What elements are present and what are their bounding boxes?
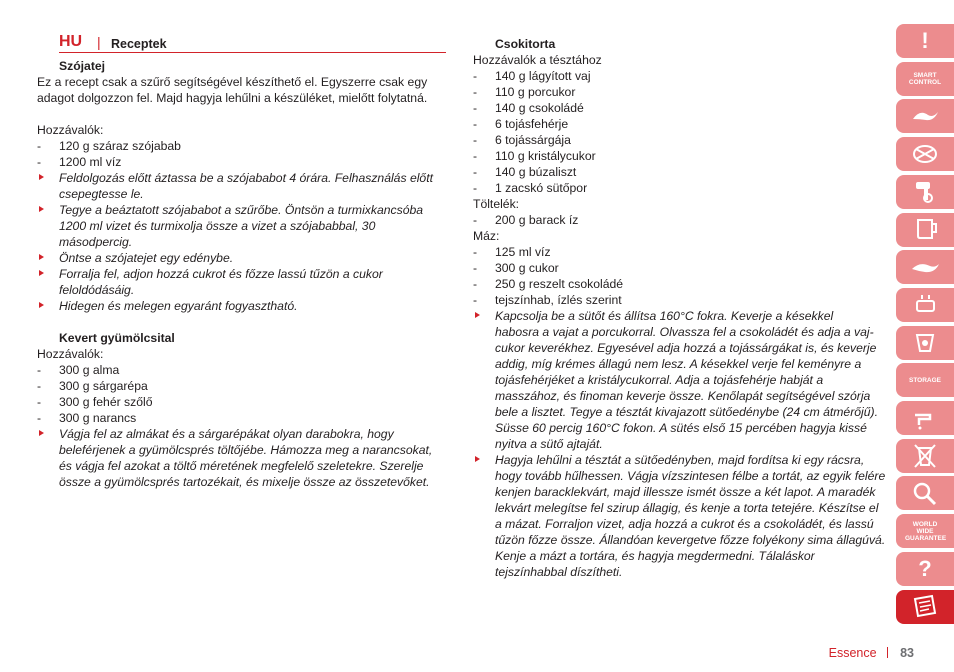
warning-tab[interactable]: [896, 24, 954, 58]
step-line: addig, míg krémes állagú nem lesz. A késekkel verje fel keményre a: [495, 357, 862, 371]
triangle-bullet-icon: [39, 206, 44, 212]
dash-bullet: -: [37, 395, 42, 409]
ingredient-text: 120 g száraz szójabab: [59, 139, 181, 153]
dash-bullet: -: [37, 139, 42, 153]
dash-bullet: -: [473, 293, 478, 307]
dash-bullet: -: [473, 85, 478, 99]
triangle-bullet-icon: [39, 270, 44, 276]
ingredient-item: [37, 362, 447, 378]
juicer-tab[interactable]: [896, 326, 954, 360]
dash-bullet: -: [473, 165, 478, 179]
ingredient-text: 140 g lágyított vaj: [495, 69, 591, 83]
dash-bullet: -: [473, 149, 478, 163]
jug-tab[interactable]: [896, 213, 954, 247]
ingredient-text: 300 g fehér szőlő: [59, 395, 153, 409]
step-line: össze a gyümölcsprés tartozékait, és mixelje össze az összetevőket.: [59, 475, 430, 489]
step-line: hogy tovább hűlhessen. Vágja vízszintesen félbe a tortát, az egyik felére: [495, 469, 886, 483]
ingredient-item: [473, 84, 885, 100]
help-label: ?: [918, 555, 932, 581]
filling-label: Töltelék:: [473, 197, 520, 211]
header-separator: |: [97, 34, 101, 50]
smart-control-tab[interactable]: [896, 62, 954, 96]
disposal-tab[interactable]: [896, 439, 954, 473]
smart-control-label: SMART CONTROL: [908, 71, 942, 86]
page-footer: [829, 645, 914, 661]
ingredient-text: 250 g reszelt csokoládé: [495, 277, 624, 291]
step-line: Hidegen és melegen egyaránt fogyasztható.: [59, 299, 298, 313]
jug-icon: [910, 216, 940, 243]
dash-bullet: -: [37, 411, 42, 425]
dash-bullet: -: [473, 117, 478, 131]
instruction-step: [37, 202, 447, 250]
ingredients-label: Hozzávalók:: [37, 123, 104, 137]
help-tab[interactable]: [896, 552, 954, 586]
instruction-step: [37, 298, 447, 314]
instruction-step: [37, 170, 447, 202]
spacer: [37, 314, 447, 330]
mixer-tab[interactable]: [896, 175, 954, 209]
mixer-icon: [910, 178, 940, 205]
language-code: HU: [59, 33, 83, 50]
ingredient-item: [473, 164, 885, 180]
dash-bullet: -: [473, 181, 478, 195]
page-number: 83: [900, 646, 914, 660]
step-line: habosra a vajat a porcukorral. Olvassza fel a csokoládét és adja a vaj-: [495, 325, 874, 339]
ingredient-text: 1200 ml víz: [59, 155, 122, 169]
dash-bullet: -: [473, 213, 478, 227]
ingredient-item: [473, 260, 885, 276]
blade-tab[interactable]: [896, 99, 954, 133]
ingredient-item: [37, 154, 447, 170]
step-line: Kapcsolja be a sütőt és állítsa 160°C fokra. Keverje a késekkel: [495, 309, 834, 323]
step-line: Feldolgozás előtt áztassa be a szójababot 4 órára. Felhasználás előtt: [59, 171, 433, 185]
dash-bullet: -: [473, 277, 478, 291]
step-line: masszához, és finoman keverje össze. Kenőlapát segítségével szórja: [495, 389, 871, 403]
spacer: [37, 106, 447, 122]
ingredient-item: [473, 148, 885, 164]
dash-bullet: -: [37, 155, 42, 169]
footer-divider: [887, 647, 889, 658]
ingredient-text: 140 g csokoládé: [495, 101, 584, 115]
instruction-step: [37, 266, 447, 298]
whisk-icon: [910, 141, 940, 168]
ingredient-text: 6 tojásfehérje: [495, 117, 569, 131]
ingredient-item: [473, 180, 885, 196]
brand-name: Essence: [828, 646, 877, 660]
ingredient-item: [473, 100, 885, 116]
triangle-bullet-icon: [475, 312, 480, 318]
ingredient-text: 1 zacskó sütőpor: [495, 181, 588, 195]
knife-tab[interactable]: [896, 250, 954, 284]
recipe-title: Csokitorta: [495, 37, 556, 51]
step-line: másodpercig.: [59, 235, 133, 249]
dash-bullet: -: [473, 245, 478, 259]
ingredient-item: [37, 410, 447, 426]
step-line: Hagyja lehűlni a tésztát a sütőedényben, majd fordítsa ki egy rácsra,: [495, 453, 865, 467]
guarantee-label: WORLD WIDE GUARANTEE: [905, 520, 947, 542]
dash-bullet: -: [473, 133, 478, 147]
intro-line: adagot dolgozzon fel. Majd hagyja lehűlni a készüléket, mielőtt folytatná.: [37, 91, 428, 105]
ingredient-item: [473, 292, 885, 308]
step-line: és vágja fel azokat a töltő méretének megfelelő szeletekre. Szerelje: [59, 459, 424, 473]
dash-bullet: -: [473, 101, 478, 115]
instruction-step: [473, 308, 885, 452]
cleaning-tab[interactable]: [896, 401, 954, 435]
guarantee-tab[interactable]: [896, 514, 954, 548]
blade-icon: [910, 103, 940, 130]
disposal-icon: [910, 442, 940, 469]
step-line: nyitva a sütő ajtaját.: [495, 437, 603, 451]
ingredient-text: 110 g porcukor: [495, 85, 576, 99]
ingredient-item: [473, 212, 885, 228]
recipes-tab[interactable]: [896, 590, 954, 624]
troubleshooting-icon: [910, 480, 940, 507]
ingredient-item: [473, 276, 885, 292]
steam-icon: [910, 291, 940, 318]
warning-label: !: [921, 28, 929, 53]
ingredient-text: tejszínhab, ízlés szerint: [495, 293, 622, 307]
instruction-step: [37, 250, 447, 266]
ingredient-item: [37, 378, 447, 394]
dash-bullet: -: [473, 261, 478, 275]
instruction-step: [37, 426, 447, 490]
whisk-tab[interactable]: [896, 137, 954, 171]
ingredient-text: 300 g narancs: [59, 411, 137, 425]
step-line: csepegtesse le.: [59, 187, 144, 201]
dash-bullet: -: [37, 363, 42, 377]
step-line: tűzön főzze össze. Állandóan kevergetve főzze folyékony sima állagúvá.: [495, 533, 886, 547]
storage-label: STORAGE: [908, 376, 942, 384]
triangle-bullet-icon: [39, 174, 44, 180]
step-line: cukor keverékhez. Egyesével adja hozzá a tojássárgákat is, és keverje: [495, 341, 877, 355]
triangle-bullet-icon: [39, 430, 44, 436]
step-line: Öntse a szójatejet egy edénybe.: [59, 251, 234, 265]
recipes-icon: [910, 593, 940, 620]
step-line: a mázat. Forraljon vizet, adja hozzá a cukrot és a csokoládét, és lassú: [495, 517, 874, 531]
page-header: [59, 32, 446, 53]
triangle-bullet-icon: [39, 254, 44, 260]
ingredient-text: 110 g kristálycukor: [495, 149, 596, 163]
juicer-icon: [910, 329, 940, 356]
dash-bullet: -: [37, 379, 42, 393]
step-line: Vágja fel az almákat és a sárgarépákat olyan darabokra, hogy: [59, 427, 394, 441]
ingredient-text: 6 tojássárgája: [495, 133, 571, 147]
step-line: bele a lisztet. Tegye a tésztát kivajazott sütőedénybe (24 cm átmérőjű).: [495, 405, 878, 419]
left-column: [37, 58, 447, 490]
step-line: lekvárt melegítse fel szirup állagig, és kenje a torta tetejére. Készítse el: [495, 501, 879, 515]
troubleshooting-tab[interactable]: [896, 476, 954, 510]
ingredient-text: 125 ml víz: [495, 245, 551, 259]
ingredient-item: [37, 138, 447, 154]
glaze-label: Máz:: [473, 229, 500, 243]
section-title: Receptek: [111, 37, 167, 51]
right-column: [473, 36, 885, 580]
storage-tab[interactable]: [896, 363, 954, 397]
ingredient-item: [473, 132, 885, 148]
triangle-bullet-icon: [39, 302, 44, 308]
ingredients-label: Hozzávalók a tésztához: [473, 53, 602, 67]
recipe-title: Szójatej: [59, 59, 106, 73]
recipe-title: Kevert gyümölcsital: [59, 331, 175, 345]
step-line: Forralja fel, adjon hozzá cukrot és főzze lassú tűzön a cukor: [59, 267, 383, 281]
step-line: tojásfehérjéket a kristálycukorral. Adja a tojásfehérje habját a: [495, 373, 824, 387]
ingredient-text: 200 g barack íz: [495, 213, 579, 227]
cleaning-icon: [910, 405, 940, 432]
step-line: beleférjenek a gyümölcsprés töltőjébe. Hámozza meg a narancsokat,: [59, 443, 433, 457]
step-line: kenjen baracklekvárt, majd illessze ismét össze a két lapot. A maradék: [495, 485, 876, 499]
ingredients-label: Hozzávalók:: [37, 347, 104, 361]
ingredient-text: 300 g sárgarépa: [59, 379, 148, 393]
instruction-step: [473, 452, 885, 580]
step-line: Süsse 60 percig 160°C fokon. A sütés első 15 percében hagyja kissé: [495, 421, 867, 435]
ingredient-item: [473, 244, 885, 260]
ingredient-text: 300 g cukor: [495, 261, 559, 275]
step-line: 1200 ml vizet és turmixolja össze a vizet a szójababbal, 30: [59, 219, 376, 233]
ingredient-item: [473, 68, 885, 84]
ingredient-item: [37, 394, 447, 410]
steam-tab[interactable]: [896, 288, 954, 322]
ingredient-item: [473, 116, 885, 132]
step-line: Kenje a mázt a tortára, és hagyja megdermedni. Tálaláskor: [495, 549, 815, 563]
intro-line: Ez a recept csak a szűrő segítségével készíthető el. Egyszerre csak egy: [37, 75, 428, 89]
step-line: feloldódásáig.: [59, 283, 135, 297]
triangle-bullet-icon: [475, 456, 480, 462]
step-line: Tegye a beáztatott szójababot a szűrőbe. Öntsön a turmixkancsóba: [59, 203, 424, 217]
step-line: tejszínhabbal díszítheti.: [495, 565, 623, 579]
knife-icon: [910, 254, 940, 281]
ingredient-text: 140 g búzaliszt: [495, 165, 577, 179]
dash-bullet: -: [473, 69, 478, 83]
ingredient-text: 300 g alma: [59, 363, 120, 377]
